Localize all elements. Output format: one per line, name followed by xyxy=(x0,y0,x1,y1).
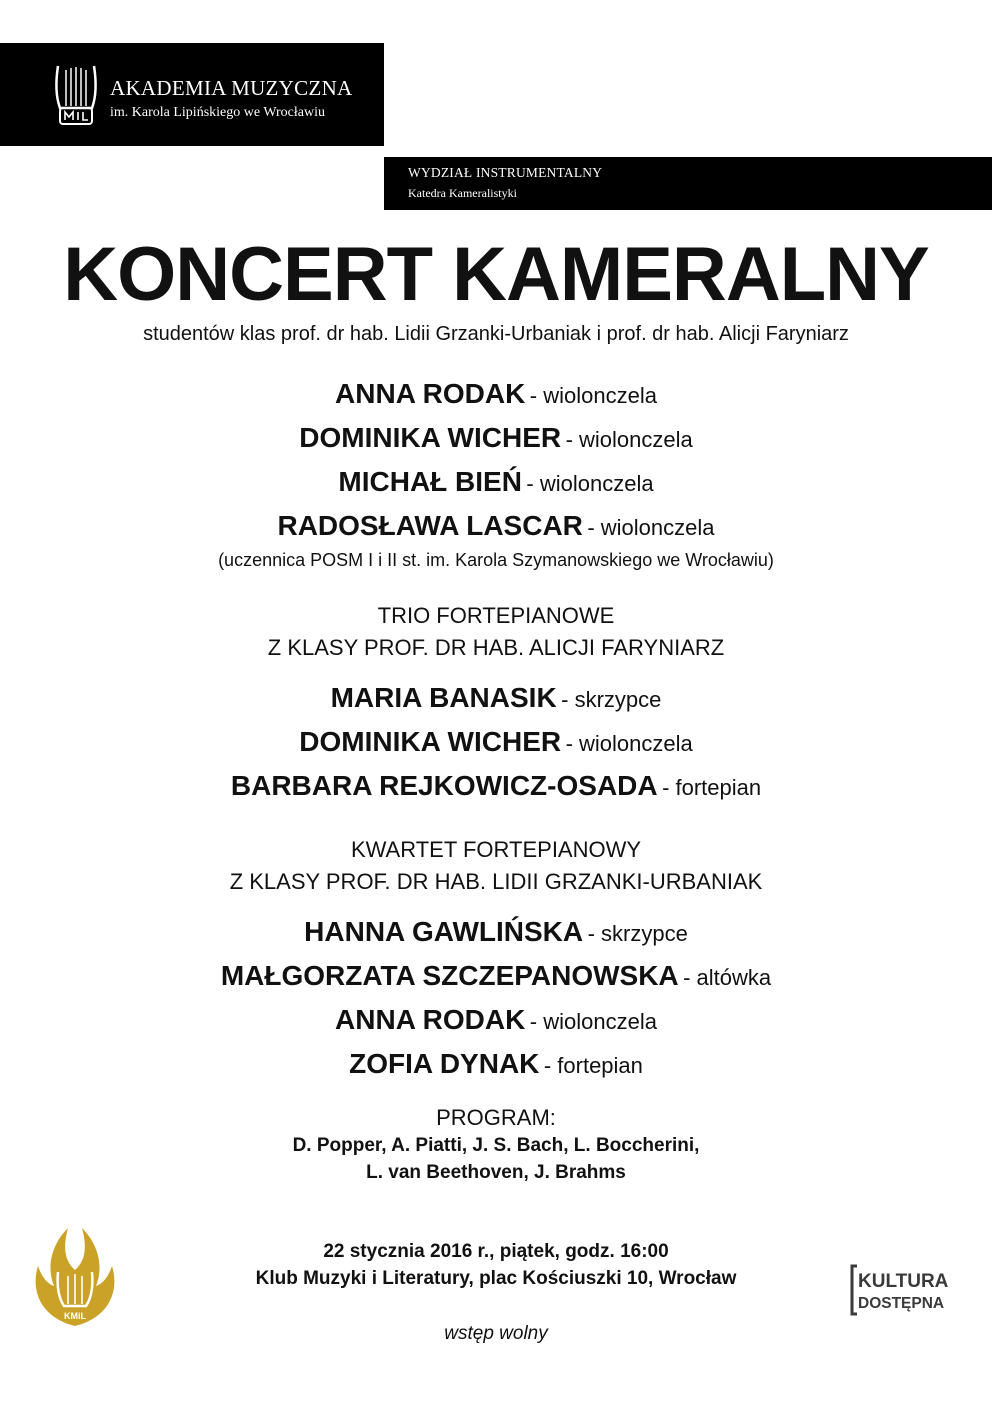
page-subtitle: studentów klas prof. dr hab. Lidii Grzanki-Urbaniak i prof. dr hab. Alicji Faryniarz xyxy=(143,323,849,345)
event-date: 22 stycznia 2016 r., piątek, godz. 16:00 xyxy=(323,1241,669,1262)
performer-name: MARIA BANASIK xyxy=(330,682,557,713)
program-composers: D. Popper, A. Piatti, J. S. Bach, L. Boccherini, xyxy=(292,1135,700,1156)
quartet-section xyxy=(0,834,992,898)
performer-row xyxy=(0,460,992,504)
performer-instrument: - wiolonczela xyxy=(565,427,693,452)
quartet-members xyxy=(0,910,992,1086)
department-name: Katedra Kameralistyki xyxy=(408,186,517,200)
performer-instrument: - altówka xyxy=(683,965,772,990)
performer-row xyxy=(0,1042,992,1086)
soloist-list xyxy=(0,372,992,572)
performer-name: DOMINIKA WICHER xyxy=(299,422,562,453)
performer-row xyxy=(0,720,992,764)
program-label: PROGRAM: xyxy=(436,1105,556,1130)
kmil-logo-text: KMiL xyxy=(64,1311,86,1321)
performer-name: HANNA GAWLIŃSKA xyxy=(304,916,584,947)
kultura-dostepna-logo xyxy=(850,1262,954,1318)
program-section xyxy=(0,1104,992,1186)
performer-row xyxy=(0,998,992,1042)
section-heading: TRIO FORTEPIANOWE xyxy=(377,603,615,628)
event-venue: Klub Muzyki i Literatury, plac Kościuszki 10, Wrocław xyxy=(255,1268,737,1289)
performer-row xyxy=(0,504,992,548)
performer-instrument: - wiolonczela xyxy=(587,515,715,540)
performer-row xyxy=(0,416,992,460)
performer-instrument: - fortepian xyxy=(543,1053,643,1078)
performer-instrument: - wiolonczela xyxy=(526,471,654,496)
kultura-logo-line2: DOSTĘPNA xyxy=(858,1295,945,1312)
performer-name: RADOSŁAWA LASCAR xyxy=(277,510,583,541)
academy-subtitle: im. Karola Lipińskiego we Wrocławiu xyxy=(110,105,325,120)
performer-row xyxy=(0,764,992,808)
kmil-logo-icon xyxy=(28,1222,122,1328)
performer-instrument: - skrzypce xyxy=(561,687,662,712)
event-info xyxy=(0,1238,992,1292)
admission-block xyxy=(0,1320,992,1347)
performer-instrument: - fortepian xyxy=(662,775,762,800)
performer-name: MICHAŁ BIEŃ xyxy=(338,466,522,497)
performer-row xyxy=(0,372,992,416)
performer-name: MAŁGORZATA SZCZEPANOWSKA xyxy=(220,960,679,991)
faculty-name: WYDZIAŁ INSTRUMENTALNY xyxy=(408,165,603,180)
performer-instrument: - wiolonczela xyxy=(565,731,693,756)
section-heading: Z KLASY PROF. DR HAB. ALICJI FARYNIARZ xyxy=(267,635,725,660)
soloist-note: (uczennica POSM I i II st. im. Karola Szymanowskiego we Wrocławiu) xyxy=(218,550,774,570)
performer-row xyxy=(0,676,992,720)
performer-name: ANNA RODAK xyxy=(335,378,526,409)
admission-note: wstęp wolny xyxy=(444,1323,548,1344)
section-heading: Z KLASY PROF. DR HAB. LIDII GRZANKI-URBANIAK xyxy=(229,869,763,894)
page-title: KONCERT KAMERALNY xyxy=(63,232,929,317)
performer-name: ZOFIA DYNAK xyxy=(349,1048,540,1079)
trio-members xyxy=(0,676,992,808)
academy-name: AKADEMIA MUZYCZNA xyxy=(110,76,353,100)
kultura-logo-line1: KULTURA xyxy=(858,1271,949,1292)
performer-instrument: - skrzypce xyxy=(587,921,688,946)
performer-name: DOMINIKA WICHER xyxy=(299,726,562,757)
performer-instrument: - wiolonczela xyxy=(529,1009,657,1034)
program-composers: L. van Beethoven, J. Brahms xyxy=(366,1162,626,1183)
performer-row xyxy=(0,910,992,954)
performer-instrument: - wiolonczela xyxy=(529,383,657,408)
trio-section xyxy=(0,600,992,664)
lyre-logo-icon xyxy=(52,62,100,128)
performer-row xyxy=(0,954,992,998)
section-heading: KWARTET FORTEPIANOWY xyxy=(350,837,642,862)
performer-name: BARBARA REJKOWICZ-OSADA xyxy=(230,770,658,801)
kmil-logo-letter: W xyxy=(70,1250,80,1260)
performer-name: ANNA RODAK xyxy=(335,1004,526,1035)
